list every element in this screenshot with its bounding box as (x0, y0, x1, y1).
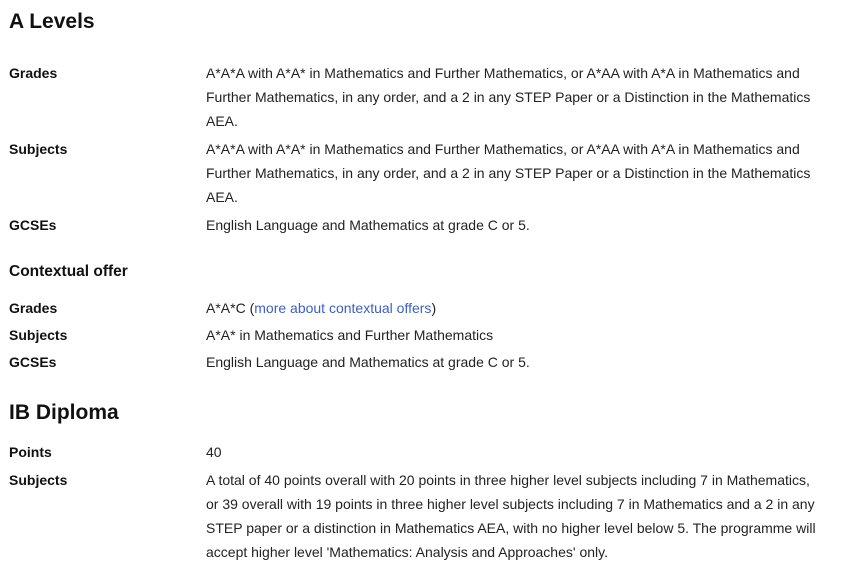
contextual-subjects-label: Subjects (9, 327, 68, 343)
contextual-gcses-label: GCSEs (9, 354, 57, 370)
contextual-subjects-value: A*A* in Mathematics and Further Mathematics (206, 327, 494, 343)
close-paren: ) (431, 300, 437, 316)
contextual-grades-value (206, 296, 826, 320)
ib-diploma-heading: IB Diploma (9, 401, 119, 424)
a-levels-subjects-label: Subjects (9, 141, 68, 157)
a-levels-subjects-value: A*A*A with A*A* in Mathematics and Further Mathematics, or A*AA with A*A in Mathematics and Further Mathematics, in any order, and a 2 in any STEP Paper or a Distinction in the Mathematics AEA. (206, 141, 811, 205)
a-levels-gcses-label: GCSEs (9, 217, 57, 233)
contextual-gcses-value: English Language and Mathematics at grade C or 5. (206, 354, 530, 370)
contextual-grades-label: Grades (9, 300, 58, 316)
a-levels-heading: A Levels (9, 10, 95, 33)
open-paren: ( (245, 300, 255, 316)
contextual-grades-text: A*A*C (206, 300, 246, 316)
ib-points-value: 40 (206, 444, 222, 460)
a-levels-grades-value: A*A*A with A*A* in Mathematics and Further Mathematics, or A*AA with A*A in Mathematics and Further Mathematics, in any order, and a 2 in any STEP Paper or a Distinction in the Mathematics AEA. (206, 65, 811, 129)
contextual-offers-link[interactable]: more about contextual offers (254, 300, 432, 316)
a-levels-grades-label: Grades (9, 65, 58, 81)
ib-subjects-label: Subjects (9, 472, 68, 488)
ib-subjects-value: A total of 40 points overall with 20 points in three higher level subjects including 7 in Mathematics, or 39 overall with 19 points in three higher level subjects including 7 in Mathematics and a 2 in any STEP paper or a distinction in Mathematics AEA, with no higher level below 5. The programme will accept higher level 'Mathematics: Analysis and Approaches' only. (206, 472, 816, 560)
a-levels-gcses-value: English Language and Mathematics at grade C or 5. (206, 217, 530, 233)
ib-points-label: Points (9, 444, 52, 460)
contextual-offer-heading: Contextual offer (9, 263, 128, 280)
